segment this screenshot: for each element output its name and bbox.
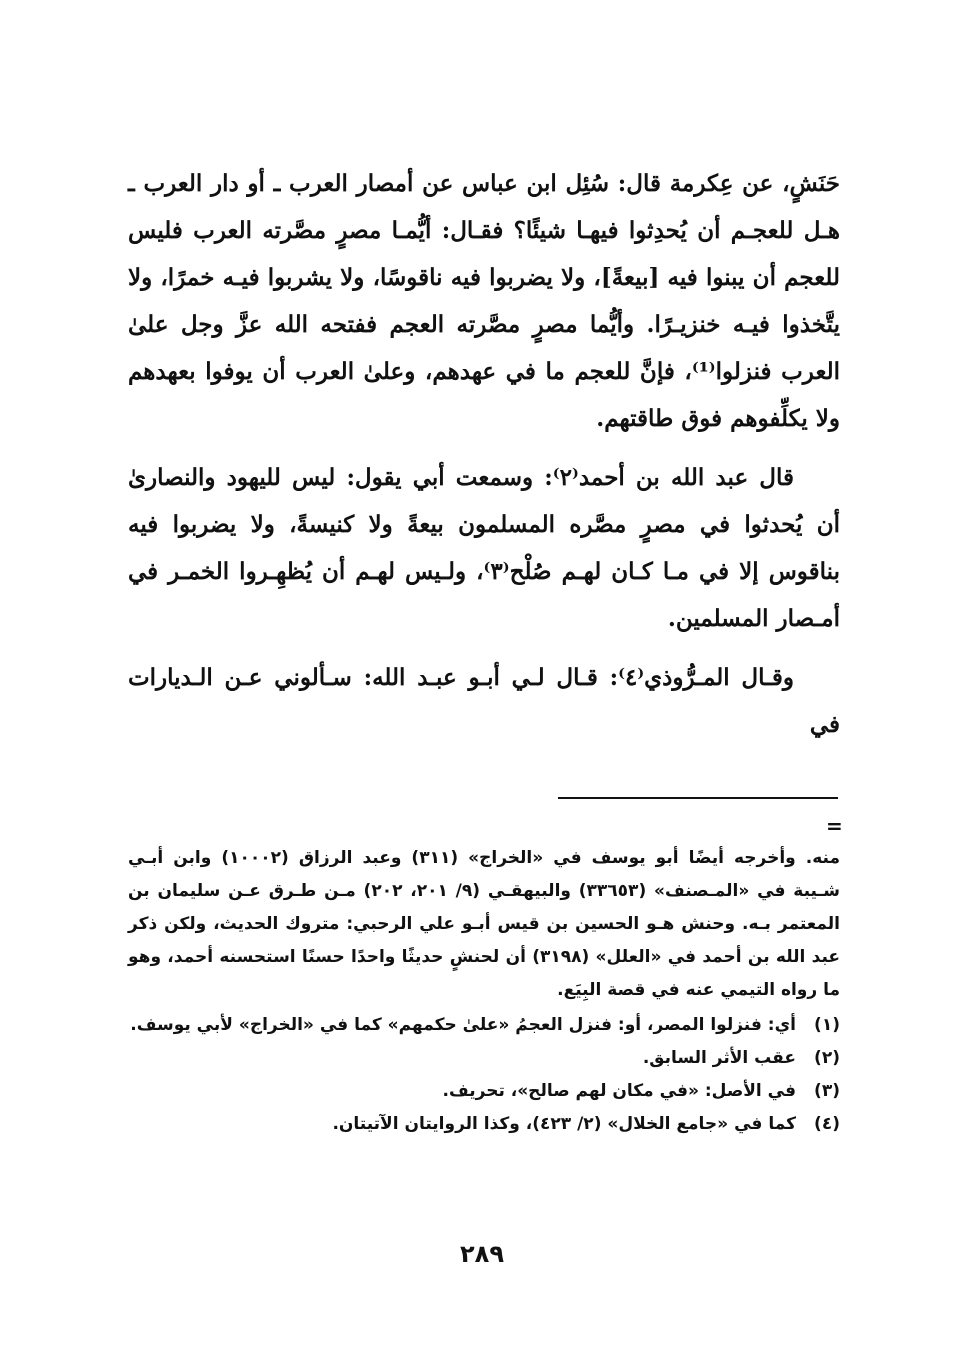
paragraph-1: حَنَشٍ، عن عِكرمة قال: سُئِل ابن عباس عن أمصار العرب ـ أو دار العرب ـ هـل للعجـم أن يُحدِثوا فيهـا شيئًا؟ فقـال: أيُّمـا مصرٍ مصَّرته العرب فليس للعجم أن يبنوا فيه [بيعةً]، ولا يضربوا فيه ناقوسًا، ولا يشربوا فيـه خمرًا، ولا يتَّخذوا فيـه خنزيـرًا. وأيُّما مصرٍ مصَّرته العجم ففتحه الله عزَّ وجل علىٰ العرب فنزلوا⁽¹⁾، فإنَّ للعجم ما في عهدهم، وعلىٰ العرب أن يوفوا بعهدهم ولا يكلِّفوهم فوق طاقتهم. xyxy=(128,170,840,432)
footnote-continuation-mark: = xyxy=(826,814,843,838)
footnote-3 xyxy=(128,1075,840,1108)
footnote-text: أي: فنزلوا المصر، أو: فنزل العجمُ «علىٰ حكمهم» كما في «الخراج» لأبي يوسف. xyxy=(130,1015,796,1035)
paragraph-2: قال عبد الله بن أحمد⁽٢⁾: وسمعت أبي يقول: ليس لليهود والنصارىٰ أن يُحدثوا في مصرٍ مصَّره المسلمون بيعةً ولا كنيسةً، ولا يضربوا فيه بناقوس إلا في مـا كـان لهـم صُلْح⁽٣⁾، ولـيس لهـم أن يُظهِـروا الخمـر في أمـصار المسلمين. xyxy=(128,464,840,632)
footnote-4 xyxy=(128,1108,840,1141)
footnote-text: في الأصل: «في مكان لهم صالح»، تحريف. xyxy=(442,1081,796,1101)
footnote-continuation-text: منه. وأخرجه أيضًا أبو يوسف في «الخراج» (٣١١) وعبد الرزاق (١٠٠٠٢) وابن أبـي شـيبة في «المـصنف» (٣٣٦٥٣) والبيهقـي (٩/ ٢٠١، ٢٠٢) مـن طـرق عـن سليمان بن المعتمر بـه. وحنش هـو الحسين بن قيس أبـو علي الرحبي: متروك الحديث، ولكن ذكر عبد الله بن أحمد في «العلل» (٣١٩٨) أن لحنشٍ حديثًا واحدًا حسنًا استحسنه أحمد، وهو ما رواه التيمي عنه في قصة البِيَع. xyxy=(128,848,841,1000)
footnote-number: (٣) xyxy=(814,1081,840,1101)
footnote-number: (٤) xyxy=(814,1114,840,1134)
page-number: ٢٨٩ xyxy=(460,1240,504,1268)
footnote-2 xyxy=(128,1042,840,1075)
footnote-1 xyxy=(128,1009,840,1042)
main-text xyxy=(128,160,840,748)
footnote-text: عقب الأثر السابق. xyxy=(642,1048,796,1068)
footnotes xyxy=(128,842,840,1141)
footnote-divider xyxy=(558,797,838,799)
paragraph-3: وقـال المـرُّوذي⁽٤⁾: قـال لـي أبـو عبـد الله: سـألوني عـن الـديارات في xyxy=(128,664,840,738)
footnote-number: (١) xyxy=(814,1015,840,1035)
footnote-number: (٢) xyxy=(814,1048,840,1068)
footnote-text: كما في «جامع الخلال» (٢/ ٤٢٣)، وكذا الروايتان الآتيتان. xyxy=(332,1114,796,1134)
